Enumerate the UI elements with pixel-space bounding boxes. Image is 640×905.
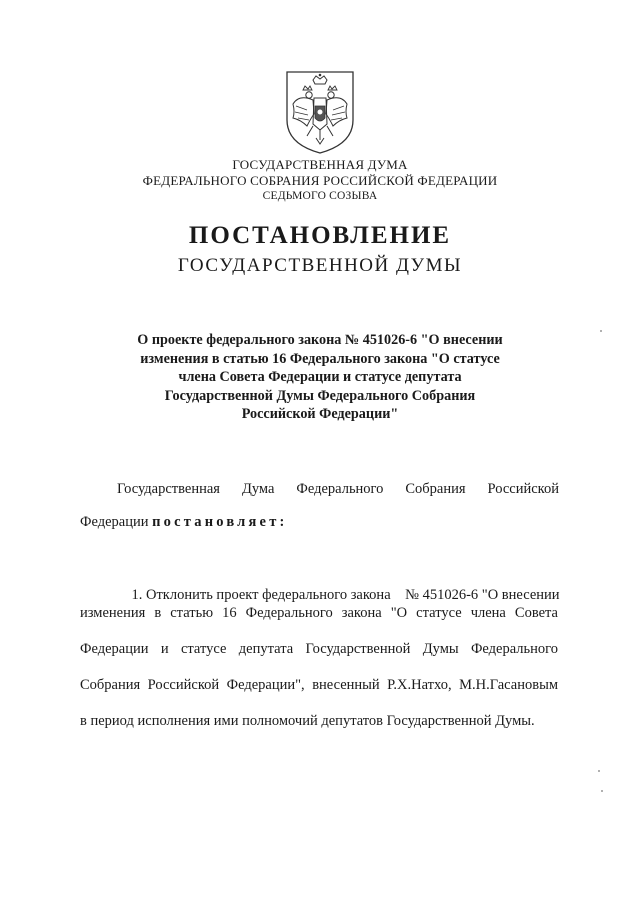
- resolution-subject: [110, 331, 530, 424]
- subject-line: члена Совета Федерации и статусе депутата: [178, 369, 462, 386]
- header-line-3: СЕДЬМОГО СОЗЫВА: [262, 190, 378, 202]
- preamble-word: Федерального: [296, 481, 384, 497]
- document-subtitle: ГОСУДАРСТВЕННОЙ ДУМЫ: [177, 255, 463, 276]
- preamble-line2-start: Федерации: [80, 514, 149, 530]
- scan-speck: [600, 330, 602, 332]
- item-1-line-3: Федерации и статусе депутата Государственной Думы Федерального: [80, 641, 558, 657]
- subject-line: О проекте федерального закона № 451026-6 "О внесении: [137, 332, 503, 348]
- preamble-decision-word: постановляет:: [152, 514, 288, 530]
- preamble-line-2: [80, 514, 558, 531]
- subject-line: Государственной Думы Федерального Собрания: [164, 387, 476, 404]
- header-line-1: ГОСУДАРСТВЕННАЯ ДУМА: [232, 157, 408, 172]
- scan-speck: [601, 790, 603, 792]
- item-1-text: 1. Отклонить проект федерального закона № 451026-6 "О внесении: [131, 587, 560, 603]
- scan-speck: [598, 770, 600, 772]
- item-1-line-5: в период исполнения ими полномочий депутатов Государственной Думы.: [80, 713, 535, 729]
- document-title: ПОСТАНОВЛЕНИЕ: [188, 222, 452, 249]
- preamble-line-1: [117, 481, 559, 498]
- subject-line: изменения в статью 16 Федерального закона "О статусе: [140, 350, 500, 367]
- preamble-word: Государственная: [117, 481, 220, 497]
- preamble-word: Дума: [241, 481, 275, 497]
- preamble-word: Собрания: [405, 481, 466, 497]
- subject-line: Российской Федерации": [241, 406, 399, 423]
- item-1-line-2: изменения в статью 16 Федерального закона "О статусе члена Совета: [80, 605, 558, 621]
- russian-coat-of-arms-icon: [283, 68, 357, 156]
- header-line-2: ФЕДЕРАЛЬНОГО СОБРАНИЯ РОССИЙСКОЙ ФЕДЕРАЦИИ: [142, 173, 498, 188]
- preamble-word: Российской: [487, 481, 559, 497]
- item-1-line-4: Собрания Российской Федерации", внесенный Р.Х.Натхо, М.Н.Гасановым: [80, 677, 558, 693]
